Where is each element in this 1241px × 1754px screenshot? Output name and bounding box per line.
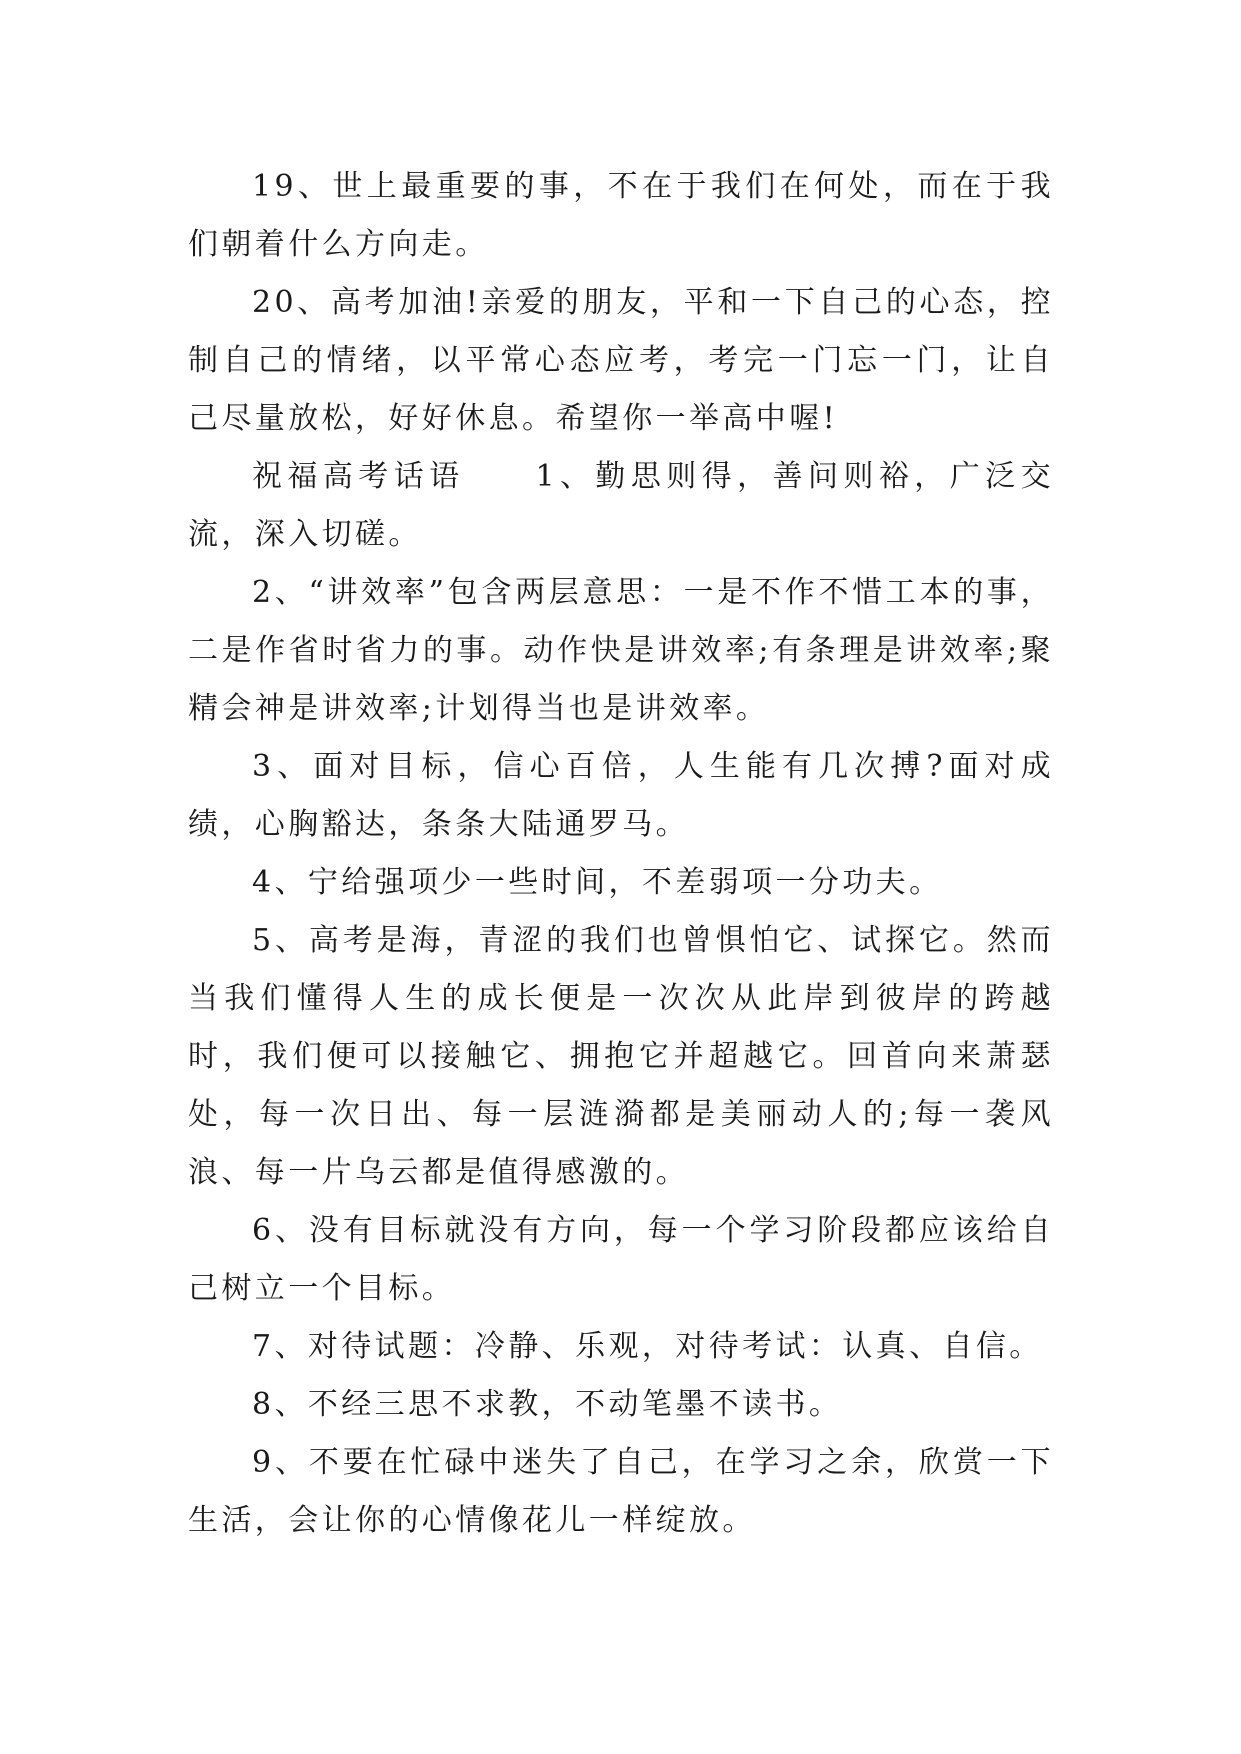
paragraph-heading-blessings: 祝福高考话语 1、勤思则得，善问则裕，广泛交流，深入切磋。 (188, 459, 1054, 552)
paragraph-3: 3、面对目标，信心百倍，人生能有几次搏?面对成绩，心胸豁达，条条大陆通罗马。 (188, 749, 1054, 842)
paragraph-6: 6、没有目标就没有方向，每一个学习阶段都应该给自己树立一个目标。 (188, 1213, 1054, 1306)
paragraph-2: 2、“讲效率”包含两层意思：一是不作不惜工本的事，二是作省时省力的事。动作快是讲效率;有条理是讲效率;聚精会神是讲效率;计划得当也是讲效率。 (188, 575, 1054, 726)
paragraph-5: 5、高考是海，青涩的我们也曾惧怕它、试探它。然而当我们懂得人生的成长便是一次次从此岸到彼岸的跨越时，我们便可以接触它、拥抱它并超越它。回首向来萧瑟处，每一次日出、每一层涟漪都是美丽动人的;每一袭风浪、每一片乌云都是值得感激的。 (188, 923, 1054, 1190)
paragraph-4: 4、宁给强项少一些时间，不差弱项一分功夫。 (252, 865, 943, 900)
document-body (188, 158, 1054, 1550)
paragraph-20: 20、高考加油!亲爱的朋友，平和一下自己的心态，控制自己的情绪，以平常心态应考，考完一门忘一门，让自己尽量放松，好好休息。希望你一举高中喔! (188, 285, 1054, 436)
paragraph-19: 19、世上最重要的事，不在于我们在何处，而在于我们朝着什么方向走。 (188, 169, 1054, 262)
paragraph-9: 9、不要在忙碌中迷失了自己，在学习之余，欣赏一下生活，会让你的心情像花儿一样绽放。 (188, 1445, 1054, 1538)
paragraph-7: 7、对待试题：冷静、乐观，对待考试：认真、自信。 (252, 1329, 1043, 1364)
paragraph-8: 8、不经三思不求教，不动笔墨不读书。 (252, 1387, 843, 1422)
